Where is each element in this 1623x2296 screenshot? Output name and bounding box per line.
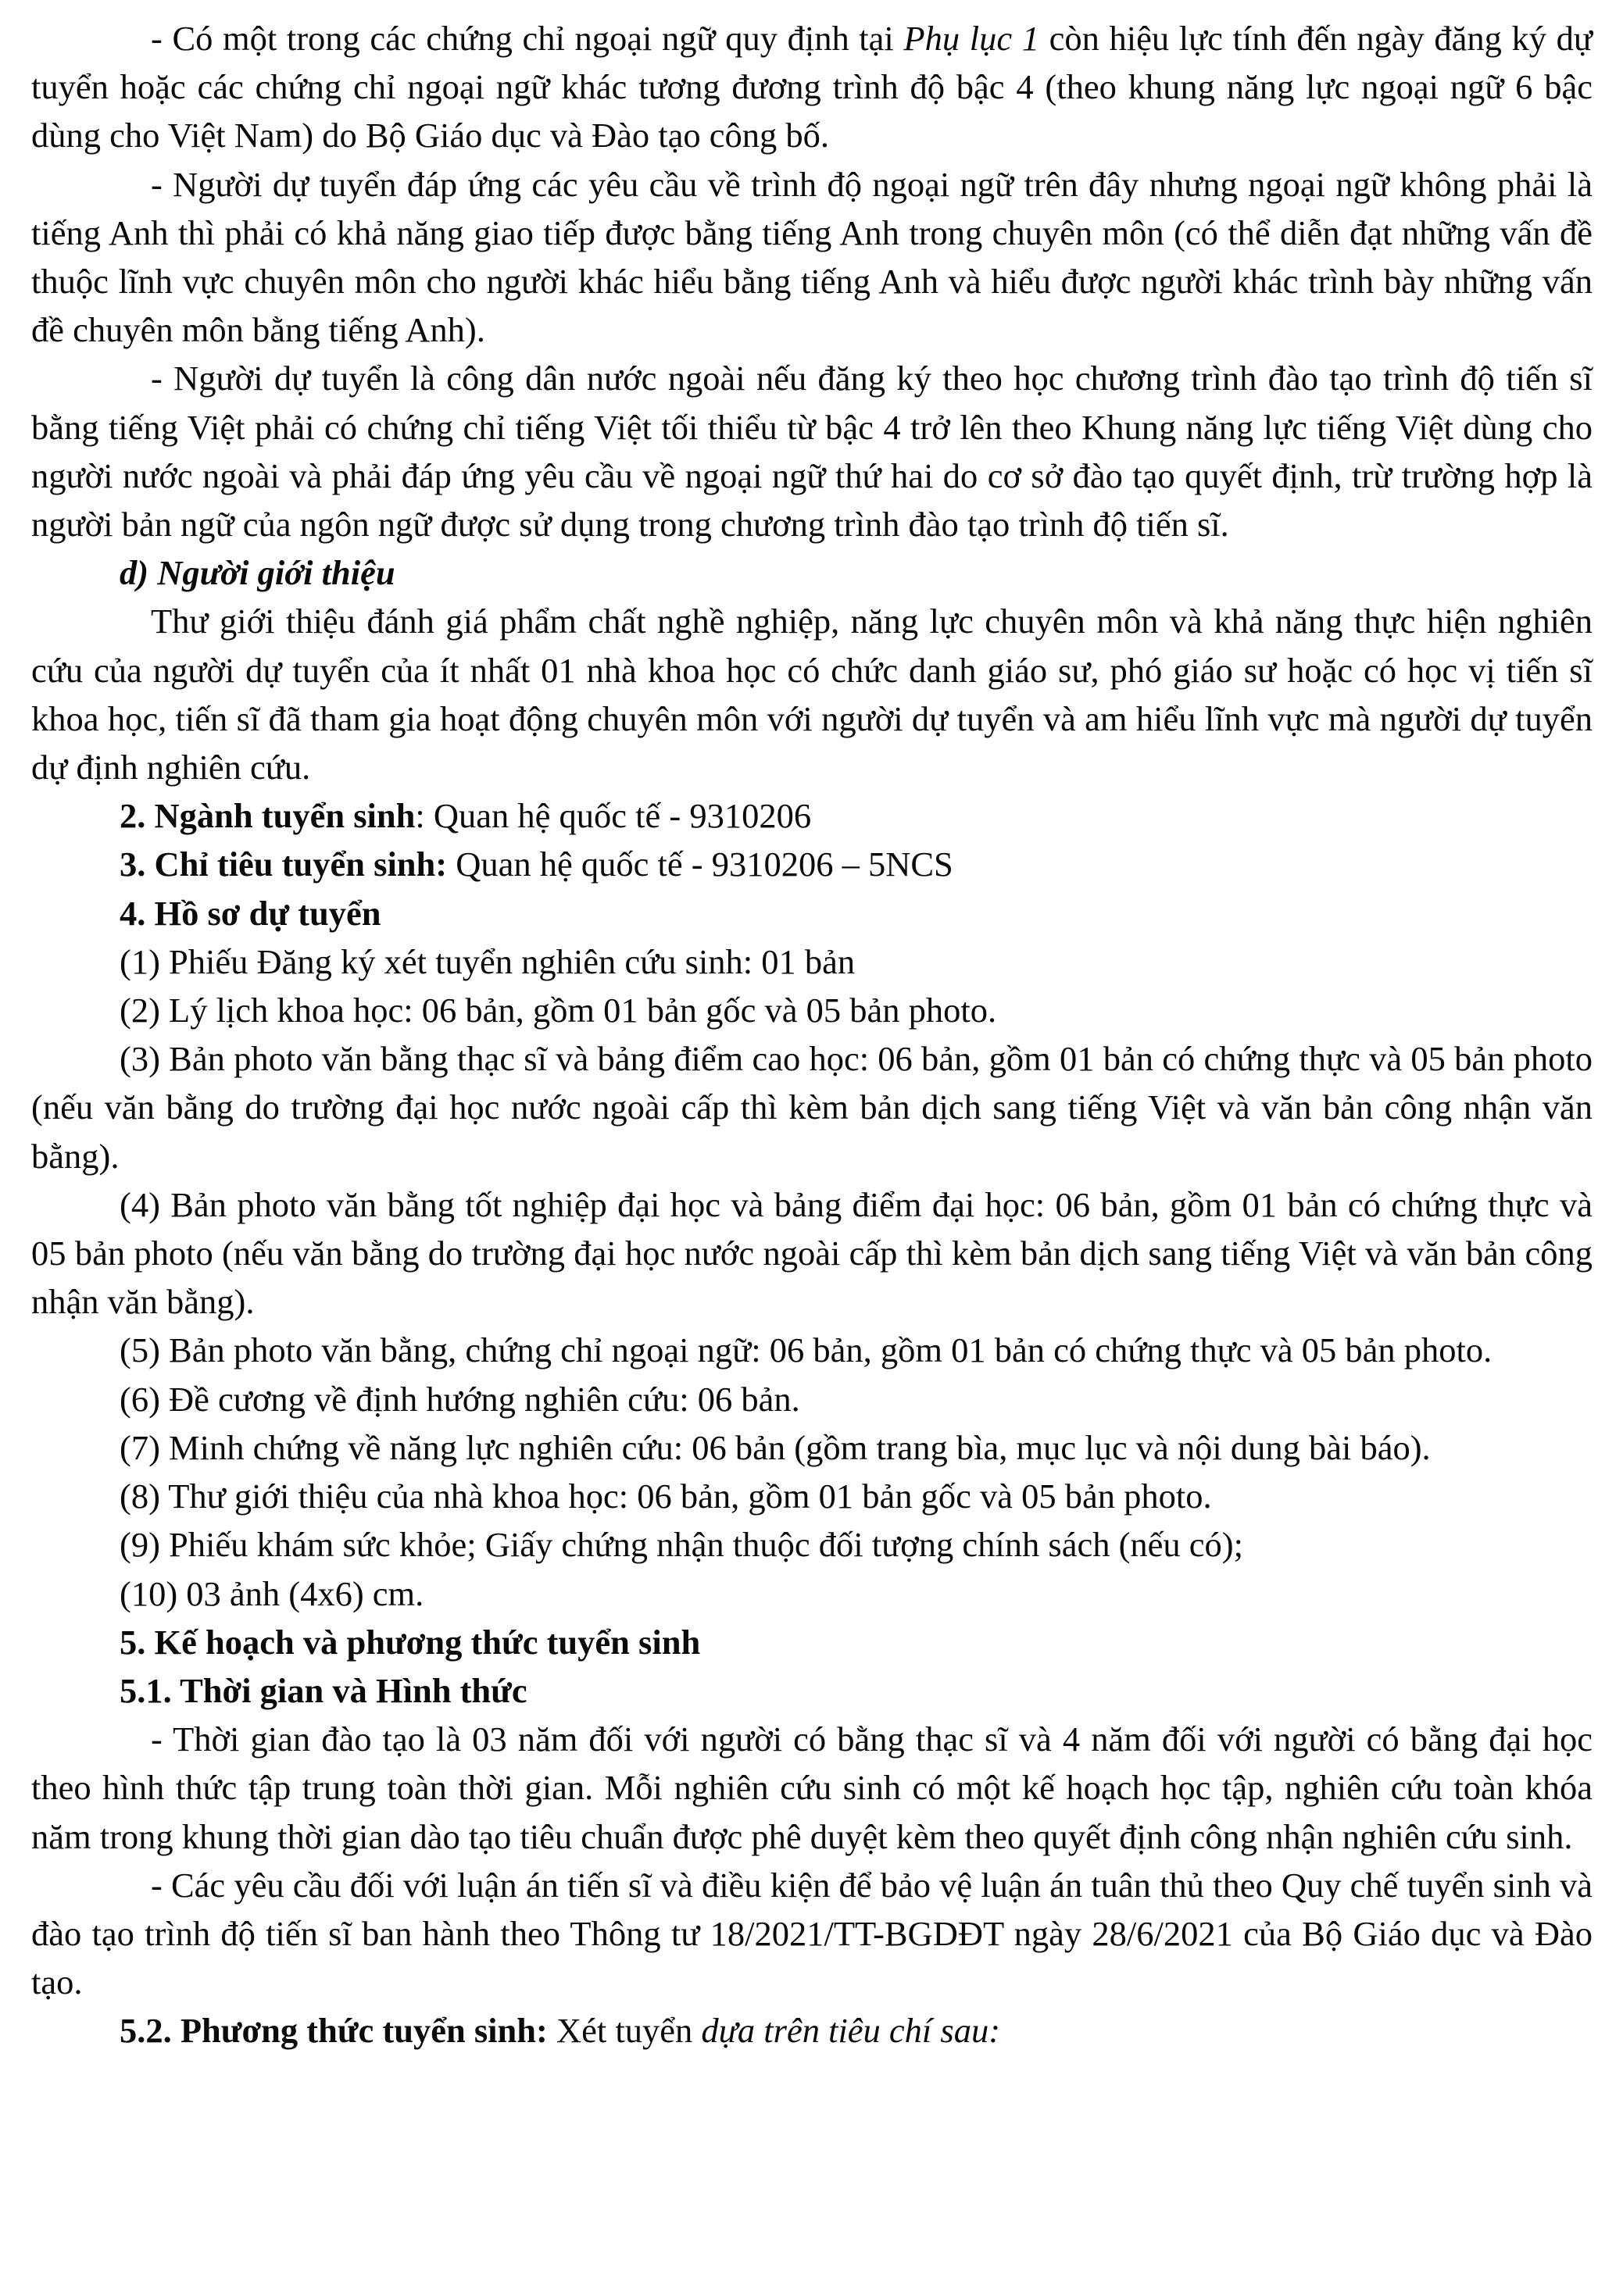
paragraph-language-certificate	[31, 14, 1593, 160]
paragraph-text: còn hiệu lực tính đến ngày đăng ký dự tuyển hoặc các chứng chỉ ngoại ngữ khác tương đương trình độ bậc 4 (theo khung năng lực ngoại ngữ 6 bậc dùng cho Việt Nam) do Bộ Giáo dục và Đào tạo công bố.	[31, 19, 1593, 155]
paragraph-english-requirement: - Người dự tuyển đáp ứng các yêu cầu về trình độ ngoại ngữ trên đây nhưng ngoại ngữ không phải là tiếng Anh thì phải có khả năng giao tiếp được bằng tiếng Anh trong chuyên môn (có thể diễn đạt những vấn đề thuộc lĩnh vực chuyên môn cho người khác hiểu bằng tiếng Anh và hiểu được người khác trình bày những vấn đề chuyên môn bằng tiếng Anh).	[31, 164, 1593, 350]
section-admission-method	[31, 2006, 1593, 2055]
section-value: Xét tuyển	[547, 2011, 702, 2051]
criteria-text: dựa trên tiêu chí sau:	[701, 2011, 1001, 2051]
paragraph-referee: Thư giới thiệu đánh giá phẩm chất nghề nghiệp, năng lực chuyên môn và khả năng thực hiện nghiên cứu của người dự tuyển của ít nhất 01 nhà khoa học có chức danh giáo sư, phó giáo sư hoặc có học vị tiến sĩ khoa học, tiến sĩ đã tham gia hoạt động chuyên môn với người dự tuyển và am hiểu lĩnh vực mà người dự tuyển dự định nghiên cứu.	[31, 602, 1593, 787]
document-page	[31, 14, 1593, 2055]
heading-referee: d) Người giới thiệu	[120, 553, 395, 593]
section-dossier: 4. Hồ sơ dự tuyển	[120, 893, 381, 933]
section-value: Quan hệ quốc tế - 9310206 – 5NCS	[447, 844, 953, 884]
section-label: 3. Chỉ tiêu tuyển sinh:	[120, 844, 448, 884]
dossier-item: (6) Đề cương về định hướng nghiên cứu: 06 bản.	[120, 1379, 800, 1419]
dossier-item: (3) Bản photo văn bằng thạc sĩ và bảng điểm cao học: 06 bản, gồm 01 bản có chứng thực và 05 bản photo (nếu văn bằng do trường đại học nước ngoài cấp thì kèm bản dịch sang tiếng Việt và văn bản công nhận văn bằng).	[31, 1039, 1593, 1176]
paragraph-duration: - Thời gian đào tạo là 03 năm đối với người có bằng thạc sĩ và 4 năm đối với người có bằng đại học theo hình thức tập trung toàn thời gian. Mỗi nghiên cứu sinh có một kế hoạch học tập, nghiên cứu toàn khóa năm trong khung thời gian dào tạo tiêu chuẩn được phê duyệt kèm theo quyết định công nhận nghiên cứu sinh.	[31, 1719, 1593, 1856]
paragraph-foreign-applicant: - Người dự tuyển là công dân nước ngoài nếu đăng ký theo học chương trình đào tạo trình độ tiến sĩ bằng tiếng Việt phải có chứng chỉ tiếng Việt tối thiểu từ bậc 4 trở lên theo Khung năng lực tiếng Việt dùng cho người nước ngoài và phải đáp ứng yêu cầu về ngoại ngữ thứ hai do cơ sở đào tạo quyết định, trừ trường hợp là người bản ngữ của ngôn ngữ được sử dụng trong chương trình đào tạo trình độ tiến sĩ.	[31, 359, 1593, 545]
paragraph-text: - Có một trong các chứng chỉ ngoại ngữ quy định tại	[151, 19, 904, 58]
section-major	[31, 791, 1593, 840]
dossier-item: (1) Phiếu Đăng ký xét tuyển nghiên cứu sinh: 01 bản	[120, 941, 856, 981]
section-label: 5.2. Phương thức tuyển sinh:	[120, 2011, 548, 2051]
dossier-item: (7) Minh chứng về năng lực nghiên cứu: 06 bản (gồm trang bìa, mục lục và nội dung bài báo).	[120, 1427, 1431, 1467]
dossier-item: (5) Bản photo văn bằng, chứng chỉ ngoại ngữ: 06 bản, gồm 01 bản có chứng thực và 05 bản photo.	[120, 1330, 1493, 1370]
dossier-item: (10) 03 ảnh (4x6) cm.	[120, 1573, 424, 1613]
section-time-format: 5.1. Thời gian và Hình thức	[120, 1670, 527, 1710]
section-quota	[31, 840, 1593, 888]
dossier-item: (9) Phiếu khám sức khỏe; Giấy chứng nhận thuộc đối tượng chính sách (nếu có);	[120, 1525, 1243, 1565]
dossier-item: (4) Bản photo văn bằng tốt nghiệp đại học và bảng điểm đại học: 06 bản, gồm 01 bản có chứng thực và 05 bản photo (nếu văn bằng do trường đại học nước ngoài cấp thì kèm bản dịch sang tiếng Việt và văn bản công nhận văn bằng).	[31, 1184, 1593, 1322]
section-label: 2. Ngành tuyển sinh	[120, 796, 416, 836]
section-plan: 5. Kế hoạch và phương thức tuyển sinh	[120, 1622, 701, 1662]
appendix-reference: Phụ lục 1	[903, 19, 1039, 58]
section-value: : Quan hệ quốc tế - 9310206	[415, 796, 812, 836]
paragraph-thesis-requirements: - Các yêu cầu đối với luận án tiến sĩ và điều kiện để bảo vệ luận án tuân thủ theo Quy chế tuyển sinh và đào tạo trình độ tiến sĩ ban hành theo Thông tư 18/2021/TT-BGDĐT ngày 28/6/2021 của Bộ Giáo dục và Đào tạo.	[31, 1865, 1593, 2002]
dossier-item: (2) Lý lịch khoa học: 06 bản, gồm 01 bản gốc và 05 bản photo.	[120, 991, 997, 1030]
dossier-item: (8) Thư giới thiệu của nhà khoa học: 06 bản, gồm 01 bản gốc và 05 bản photo.	[120, 1477, 1212, 1516]
